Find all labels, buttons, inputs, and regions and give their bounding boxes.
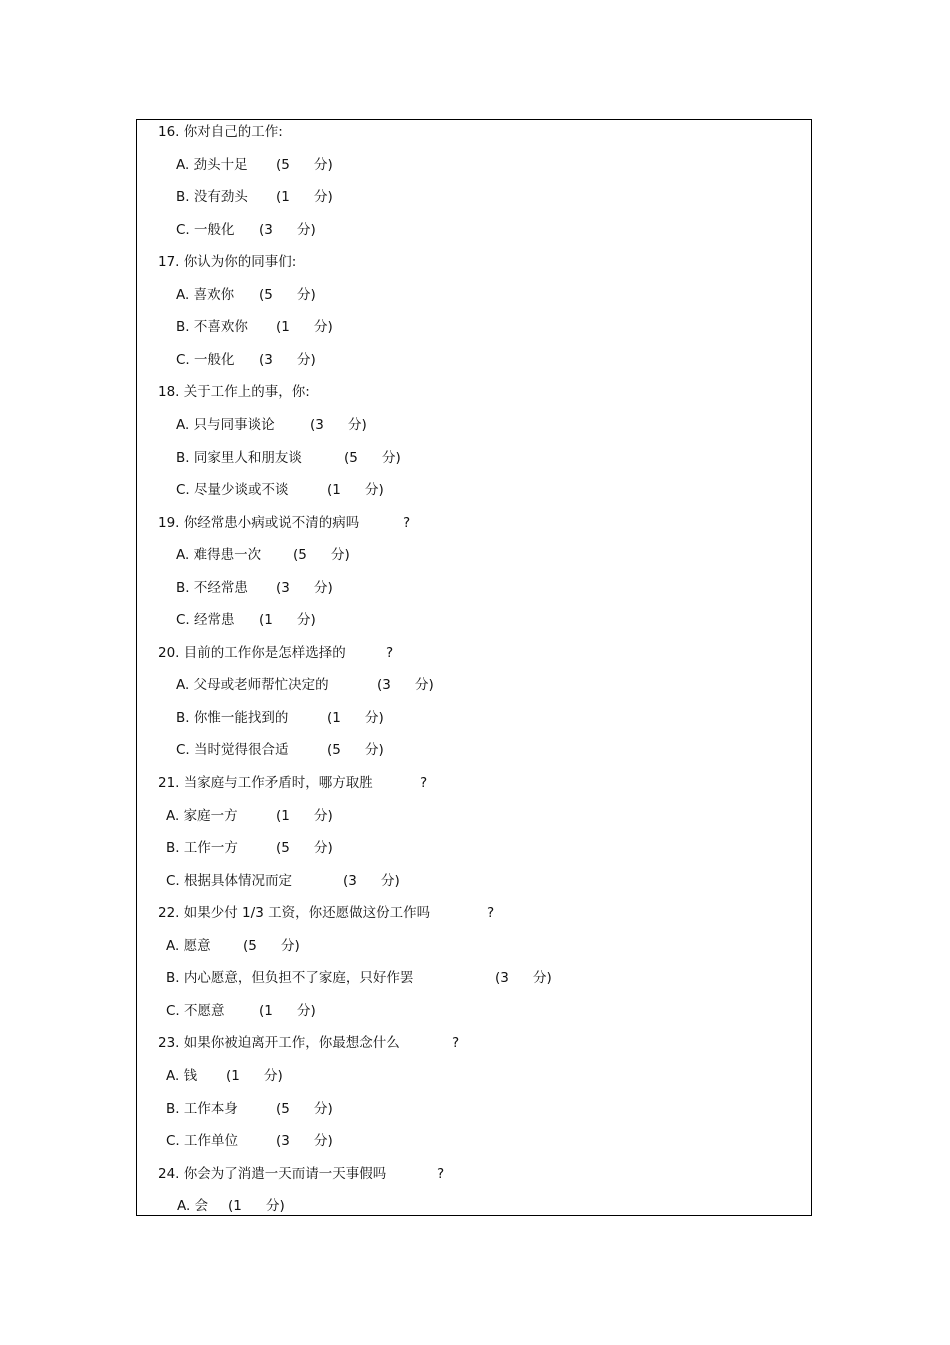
question-prompt: 20. 目前的工作你是怎样选择的 bbox=[158, 644, 346, 661]
option-label: A. 会 bbox=[177, 1198, 209, 1215]
question-prompt-row bbox=[0, 1032, 950, 1054]
option-label: C. 工作单位 bbox=[166, 1133, 239, 1150]
option-label: A. 家庭一方 bbox=[166, 807, 238, 824]
option-unit: 分) bbox=[297, 286, 316, 303]
question-prompt: 19. 你经常患小病或说不清的病吗 bbox=[158, 514, 360, 531]
option-score: (1 bbox=[327, 482, 341, 499]
question-prompt: 21. 当家庭与工作矛盾时，哪方取胜 bbox=[158, 775, 373, 791]
option-row bbox=[0, 1195, 950, 1217]
option-label: B. 没有劲头 bbox=[176, 189, 248, 206]
option-unit: 分) bbox=[297, 351, 316, 368]
option-unit: 分) bbox=[381, 872, 400, 889]
option-label: B. 不经常患 bbox=[176, 579, 248, 596]
option-score: (1 bbox=[276, 807, 290, 824]
option-unit: 分) bbox=[365, 482, 384, 499]
option-row bbox=[0, 1065, 950, 1087]
question-mark: ? bbox=[452, 1035, 460, 1052]
option-score: (5 bbox=[293, 547, 307, 564]
question-prompt-row bbox=[0, 902, 950, 924]
option-score: (3 bbox=[343, 872, 357, 889]
option-score: (3 bbox=[259, 221, 273, 238]
option-row bbox=[0, 316, 950, 338]
option-label: B. 你惟一能找到的 bbox=[176, 709, 289, 726]
option-score: (5 bbox=[276, 840, 290, 857]
option-score: (1 bbox=[276, 319, 290, 336]
option-score: (5 bbox=[243, 937, 257, 954]
question-prompt-row bbox=[0, 251, 950, 273]
option-row bbox=[0, 479, 950, 501]
option-score: (3 bbox=[276, 579, 290, 596]
option-row bbox=[0, 739, 950, 761]
option-unit: 分) bbox=[415, 677, 434, 694]
option-unit: 分) bbox=[297, 1002, 316, 1019]
option-label: A. 难得患一次 bbox=[176, 547, 262, 564]
option-label: C. 不愿意 bbox=[166, 1002, 225, 1019]
option-label: C. 一般化 bbox=[176, 221, 235, 238]
option-score: (3 bbox=[310, 416, 324, 433]
option-unit: 分) bbox=[382, 449, 401, 466]
option-label: B. 内心愿意，但负担不了家庭，只好作罢 bbox=[166, 970, 414, 987]
option-row bbox=[0, 186, 950, 208]
question-prompt: 23. 如果你被迫离开工作，你最想念什么 bbox=[158, 1035, 400, 1052]
option-label: A. 愿意 bbox=[166, 937, 211, 954]
option-row bbox=[0, 447, 950, 469]
question-prompt-row bbox=[0, 121, 950, 143]
question-mark: ? bbox=[487, 905, 495, 922]
option-score: (1 bbox=[276, 189, 290, 206]
option-score: (1 bbox=[259, 1002, 273, 1019]
question-mark: ? bbox=[386, 644, 394, 661]
option-row bbox=[0, 805, 950, 827]
option-unit: 分) bbox=[297, 612, 316, 629]
option-label: A. 父母或老师帮忙决定的 bbox=[176, 677, 329, 694]
option-score: (1 bbox=[259, 612, 273, 629]
option-score: (3 bbox=[276, 1133, 290, 1150]
option-score: (5 bbox=[327, 742, 341, 759]
option-label: A. 喜欢你 bbox=[176, 286, 235, 303]
option-row bbox=[0, 577, 950, 599]
question-mark: ? bbox=[420, 775, 428, 791]
option-unit: 分) bbox=[314, 156, 333, 173]
option-unit: 分) bbox=[365, 742, 384, 759]
option-unit: 分) bbox=[314, 1133, 333, 1150]
option-unit: 分) bbox=[314, 319, 333, 336]
question-prompt-row bbox=[0, 1163, 950, 1185]
question-prompt: 24. 你会为了消遣一天而请一天事假吗 bbox=[158, 1165, 387, 1182]
question-mark: ? bbox=[437, 1165, 445, 1182]
option-label: A. 劲头十足 bbox=[176, 156, 248, 173]
option-score: (3 bbox=[259, 351, 273, 368]
option-label: A. 钱 bbox=[166, 1067, 198, 1084]
option-label: C. 当时觉得很合适 bbox=[176, 742, 289, 759]
option-score: (1 bbox=[327, 709, 341, 726]
question-prompt-row bbox=[0, 381, 950, 403]
option-row bbox=[0, 609, 950, 631]
option-unit: 分) bbox=[266, 1198, 285, 1215]
option-score: (5 bbox=[259, 286, 273, 303]
question-prompt: 18. 关于工作上的事，你: bbox=[158, 384, 310, 401]
option-score: (1 bbox=[226, 1067, 240, 1084]
question-prompt: 17. 你认为你的同事们: bbox=[158, 254, 297, 271]
option-score: (5 bbox=[344, 449, 358, 466]
option-unit: 分) bbox=[314, 840, 333, 857]
option-unit: 分) bbox=[331, 547, 350, 564]
option-unit: 分) bbox=[533, 970, 552, 987]
option-label: B. 工作本身 bbox=[166, 1100, 238, 1117]
option-unit: 分) bbox=[365, 709, 384, 726]
question-prompt: 16. 你对自己的工作: bbox=[158, 124, 283, 140]
option-row bbox=[0, 837, 950, 859]
option-label: A. 只与同事谈论 bbox=[176, 416, 275, 433]
question-prompt-row bbox=[0, 772, 950, 794]
option-unit: 分) bbox=[314, 579, 333, 596]
option-row bbox=[0, 870, 950, 892]
option-unit: 分) bbox=[281, 937, 300, 954]
option-label: C. 根据具体情况而定 bbox=[166, 872, 293, 889]
question-mark: ? bbox=[403, 514, 411, 531]
option-row bbox=[0, 219, 950, 241]
option-row bbox=[0, 544, 950, 566]
question-prompt-row bbox=[0, 512, 950, 534]
question-prompt: 22. 如果少付 1/3 工资，你还愿做这份工作吗 bbox=[158, 905, 431, 922]
option-unit: 分) bbox=[314, 189, 333, 206]
option-score: (5 bbox=[276, 1100, 290, 1117]
option-label: C. 一般化 bbox=[176, 351, 235, 368]
option-unit: 分) bbox=[297, 221, 316, 238]
option-score: (1 bbox=[228, 1198, 242, 1215]
option-unit: 分) bbox=[264, 1067, 283, 1084]
option-row bbox=[0, 1000, 950, 1022]
option-row bbox=[0, 284, 950, 306]
option-row bbox=[0, 1098, 950, 1120]
option-score: (3 bbox=[495, 970, 509, 987]
option-row bbox=[0, 349, 950, 371]
option-row bbox=[0, 1130, 950, 1152]
option-score: (3 bbox=[377, 677, 391, 694]
option-label: C. 尽量少谈或不谈 bbox=[176, 482, 289, 499]
option-label: B. 同家里人和朋友谈 bbox=[176, 449, 302, 466]
option-label: B. 工作一方 bbox=[166, 840, 238, 857]
option-row bbox=[0, 414, 950, 436]
option-label: C. 经常患 bbox=[176, 612, 235, 629]
option-label: B. 不喜欢你 bbox=[176, 319, 248, 336]
option-unit: 分) bbox=[314, 1100, 333, 1117]
option-row bbox=[0, 967, 950, 989]
option-row bbox=[0, 674, 950, 696]
option-row bbox=[0, 935, 950, 957]
option-unit: 分) bbox=[314, 807, 333, 824]
question-prompt-row bbox=[0, 642, 950, 664]
option-score: (5 bbox=[276, 156, 290, 173]
option-row bbox=[0, 154, 950, 176]
option-row bbox=[0, 707, 950, 729]
option-unit: 分) bbox=[348, 416, 367, 433]
